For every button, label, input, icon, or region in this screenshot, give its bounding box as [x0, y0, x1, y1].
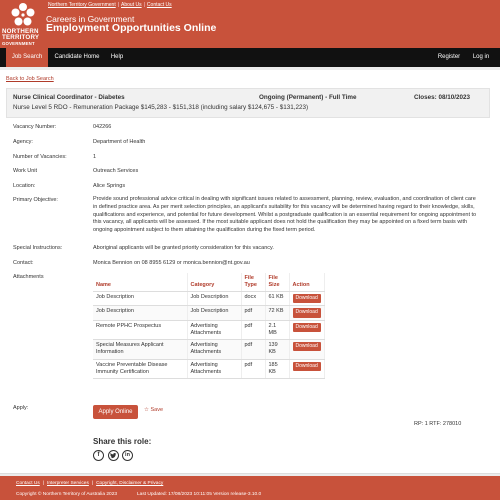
attachment-type: pdf [241, 359, 265, 379]
vacancy-number-value: 042266 [93, 124, 112, 130]
flower-icon [10, 2, 36, 28]
location-label: Location: [13, 183, 36, 189]
download-button[interactable]: Download [293, 342, 321, 351]
special-instructions-label: Special Instructions: [13, 245, 63, 251]
job-level-remuneration: Nurse Level 5 RDO - Remuneration Package $145,283 - $151,318 (including salary $124,675 - $131,223) [13, 104, 309, 111]
twitter-icon[interactable] [108, 450, 119, 461]
attachment-type: docx [241, 292, 265, 306]
nav-candidate-home[interactable]: Candidate Home [54, 54, 100, 60]
attachment-type: pdf [241, 306, 265, 320]
primary-objective-label: Primary Objective: [13, 197, 58, 203]
site-subtitle: Careers in Government [46, 14, 135, 24]
contact-text: Monica Bennion on 08 8955 6129 or monica.bennion@nt.gov.au [93, 260, 250, 266]
vacancies-label: Number of Vacancies: [13, 154, 67, 160]
about-us-link[interactable]: About Us [121, 2, 142, 8]
attachments-header-row [93, 273, 324, 292]
attachment-type: pdf [241, 340, 265, 360]
attachment-name: Job Description [93, 306, 187, 320]
job-detail-panel [0, 70, 500, 474]
table-row [93, 320, 324, 340]
job-type: Ongoing (Permanent) - Full Time [259, 94, 357, 101]
nt-government-logo[interactable] [2, 2, 44, 46]
table-row [93, 306, 324, 320]
attachment-size: 61 KB [265, 292, 289, 306]
attachment-size: 185 KB [265, 359, 289, 379]
apply-label: Apply: [13, 405, 29, 411]
attachments-label: Attachments [13, 274, 44, 280]
table-row [93, 292, 324, 306]
nav-job-search[interactable]: Job Search [6, 48, 48, 67]
twitter-bird-glyph [109, 451, 118, 460]
table-row [93, 359, 324, 379]
attachment-name: Remote PPHC Prospectus [93, 320, 187, 340]
nav-help[interactable]: Help [110, 54, 124, 60]
attachment-name: Special Measures Applicant Information [93, 340, 187, 360]
job-summary-header [6, 88, 490, 118]
footer-contact-link[interactable]: Contact Us [16, 481, 40, 486]
contact-label: Contact: [13, 260, 34, 266]
top-links: Northern Territory Government | About Us | Contact Us [48, 2, 172, 8]
main-nav [0, 48, 500, 67]
site-footer [0, 476, 500, 500]
logo-text-territory: TERRITORY [2, 34, 40, 41]
footer-copyright-link[interactable]: Copyright, Disclaimer & Privacy [96, 481, 164, 486]
download-button[interactable]: Download [293, 323, 321, 332]
closing-date: Closes: 08/10/2023 [414, 94, 471, 101]
table-row [93, 340, 324, 360]
download-button[interactable]: Download [293, 308, 321, 317]
attachment-name: Job Description [93, 292, 187, 306]
attachments-table [93, 273, 325, 379]
nav-login[interactable]: Log in [472, 54, 490, 60]
contact-us-link[interactable]: Contact Us [146, 2, 172, 8]
linkedin-icon[interactable]: in [122, 450, 133, 461]
job-title: Nurse Clinical Coordinator - Diabetes [13, 94, 125, 101]
reference-numbers: RP: 1 RTF: 278010 [414, 421, 462, 427]
col-file-size: File Size [265, 273, 289, 292]
work-unit-value: Outreach Services [93, 168, 139, 174]
site-title[interactable]: Employment Opportunities Online [46, 22, 217, 34]
primary-objective-text: Provide sound professional advice critical in dealing with significant issues related to assessment, planning, review, evaluation, and coordination of client care in defined practice area. As per merit selection principles, an applicant's suitability for this vacancy will be determined having regard to their knowledge, skills, qualifications and experience, and potential for future development. Whilst a postgraduate qualification is an essential requirement for ongoing appointment to this vacancy, all applicants will be assessed. If the most suitable applicant does not hold the qualification they may be appointed on a fixed term basis with ongoing appointment subject to them attaining the qualification during the fixed term period. [93, 196, 477, 234]
copyright-text: Copyright © Northern Territory of Australia 2023 [16, 492, 118, 497]
work-unit-label: Work Unit [13, 168, 38, 174]
attachment-size: 72 KB [265, 306, 289, 320]
agency-value: Department of Health [93, 139, 146, 145]
logo-text-northern: NORTHERN [2, 28, 39, 35]
attachment-size: 139 KB [265, 340, 289, 360]
logo-text-government: GOVERNMENT [2, 41, 35, 46]
download-button[interactable]: Download [293, 294, 321, 303]
special-instructions-text: Aboriginal applicants will be granted priority consideration for this vacancy. [93, 245, 274, 251]
location-value: Alice Springs [93, 183, 126, 189]
nav-register[interactable]: Register [437, 54, 461, 60]
vacancy-number-label: Vacancy Number: [13, 124, 57, 130]
back-to-job-search-link[interactable]: Back to Job Search [6, 76, 54, 82]
attachment-category: Advertising Attachments [187, 320, 241, 340]
nt-government-link[interactable]: Northern Territory Government [48, 2, 116, 8]
download-button[interactable]: Download [293, 362, 321, 371]
footer-interpreter-link[interactable]: Interpreter Services [46, 481, 89, 486]
attachment-name: Vaccine Preventable Disease Immunity Certification [93, 359, 187, 379]
col-name: Name [93, 273, 187, 292]
attachment-type: pdf [241, 320, 265, 340]
col-file-type: File Type [241, 273, 265, 292]
attachment-category: Job Description [187, 292, 241, 306]
vacancies-value: 1 [93, 154, 97, 160]
apply-online-button[interactable]: Apply Online [93, 405, 138, 419]
attachment-category: Advertising Attachments [187, 359, 241, 379]
facebook-icon[interactable]: f [93, 450, 104, 461]
col-action: Action [289, 273, 324, 292]
last-updated-text: Last Updated: 17/08/2023 10:11:05 Version release-3.10.0 [137, 492, 262, 497]
col-category: Category [187, 273, 241, 292]
save-label: Save [150, 407, 164, 413]
attachment-category: Job Description [187, 306, 241, 320]
agency-label: Agency: [13, 139, 33, 145]
star-icon: ☆ [144, 407, 149, 413]
save-job-button[interactable] [144, 407, 163, 413]
share-title: Share this role: [93, 437, 152, 446]
site-header [0, 0, 500, 48]
attachment-size: 2.1 MB [265, 320, 289, 340]
attachment-category: Advertising Attachments [187, 340, 241, 360]
footer-links: Contact Us | Interpreter Services | Copyright, Disclaimer & Privacy [16, 481, 164, 486]
